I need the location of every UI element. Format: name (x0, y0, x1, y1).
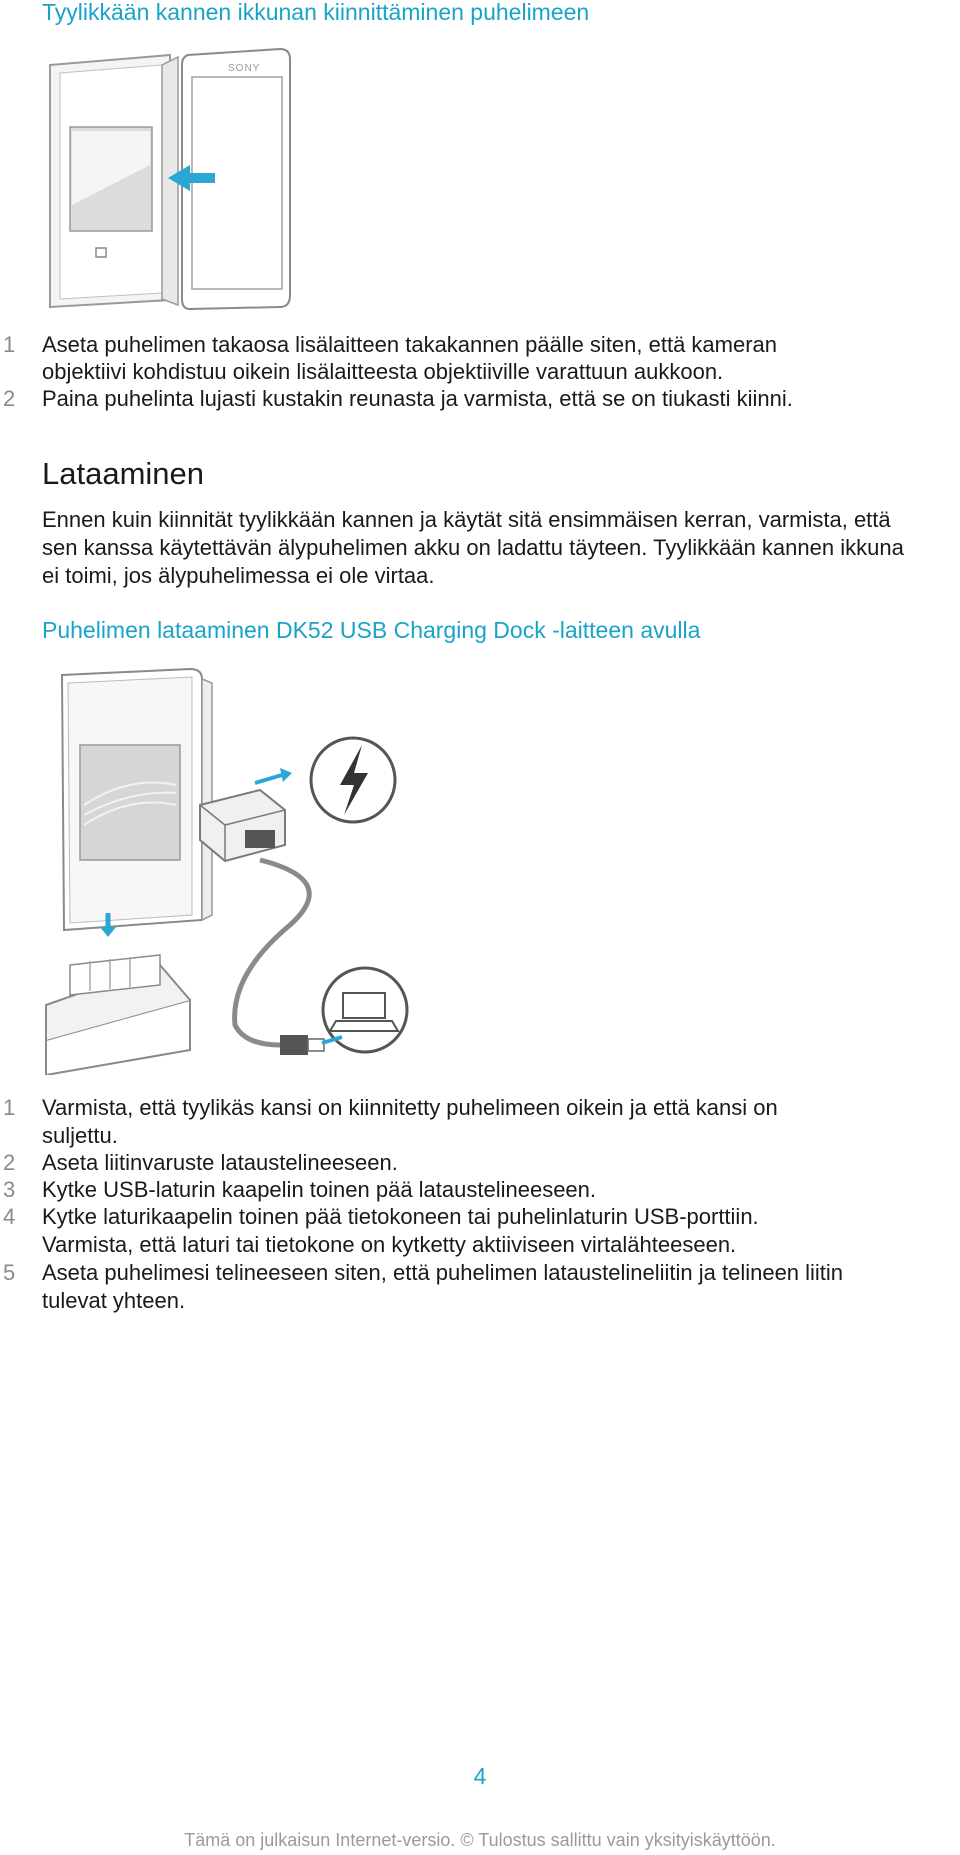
brand-logo: SONY (228, 63, 261, 74)
step-text-line: suljettu. (42, 1123, 118, 1148)
step-number: 4 (3, 1204, 16, 1229)
step-text-line: Kytke laturikaapelin toinen pää tietokoneen tai puhelinlaturin USB-porttiin. (42, 1204, 759, 1229)
footer-notice: Tämä on julkaisun Internet-versio. © Tulostus sallittu vain yksityiskäyttöön. (184, 1830, 776, 1850)
paragraph-line: Ennen kuin kiinnität tyylikkään kannen ja käytät sitä ensimmäisen kerran, varmista, että (42, 507, 891, 532)
charging-dock-illustration (40, 665, 420, 1075)
cover-attach-illustration (40, 45, 300, 310)
step-text-line: Varmista, että tyylikäs kansi on kiinnitetty puhelimeen oikein ja että kansi on (42, 1095, 778, 1120)
step-number: 5 (3, 1260, 16, 1285)
step-text-line: objektiivi kohdistuu oikein lisälaitteesta objektiiville varattuun aukkoon. (42, 359, 724, 384)
step-number: 1 (3, 1095, 16, 1120)
section-title: Tyylikkään kannen ikkunan kiinnittäminen puhelimeen (42, 0, 590, 25)
paragraph-line: sen kanssa käytettävän älypuhelimen akku on ladattu täyteen. Tyylikkään kannen ikkuna (42, 535, 904, 560)
step-number: 3 (3, 1177, 16, 1202)
step-text-line: Varmista, että laturi tai tietokone on kytketty aktiiviseen virtalähteeseen. (42, 1232, 737, 1257)
step-number: 2 (3, 386, 16, 411)
step-text-line: Aseta puhelimesi telineeseen siten, että puhelimen lataustelineliitin ja telineen liitin (42, 1260, 844, 1285)
step-text-line: Kytke USB-laturin kaapelin toinen pää lataustelineeseen. (42, 1177, 597, 1202)
step-text-line: Paina puhelinta lujasti kustakin reunasta ja varmista, että se on tiukasti kiinni. (42, 386, 793, 411)
step-text-line: tulevat yhteen. (42, 1288, 186, 1313)
step-text-line: Aseta liitinvaruste lataustelineeseen. (42, 1150, 398, 1175)
step-text-line: Aseta puhelimen takaosa lisälaitteen takakannen päälle siten, että kameran (42, 332, 778, 357)
step-number: 1 (3, 332, 16, 357)
sub-heading: Puhelimen lataaminen DK52 USB Charging Dock -laitteen avulla (42, 617, 701, 643)
step-number: 2 (3, 1150, 16, 1175)
section-heading: Lataaminen (42, 456, 205, 491)
page-number: 4 (473, 1763, 487, 1789)
paragraph-line: ei toimi, jos älypuhelimessa ei ole virtaa. (42, 563, 435, 588)
